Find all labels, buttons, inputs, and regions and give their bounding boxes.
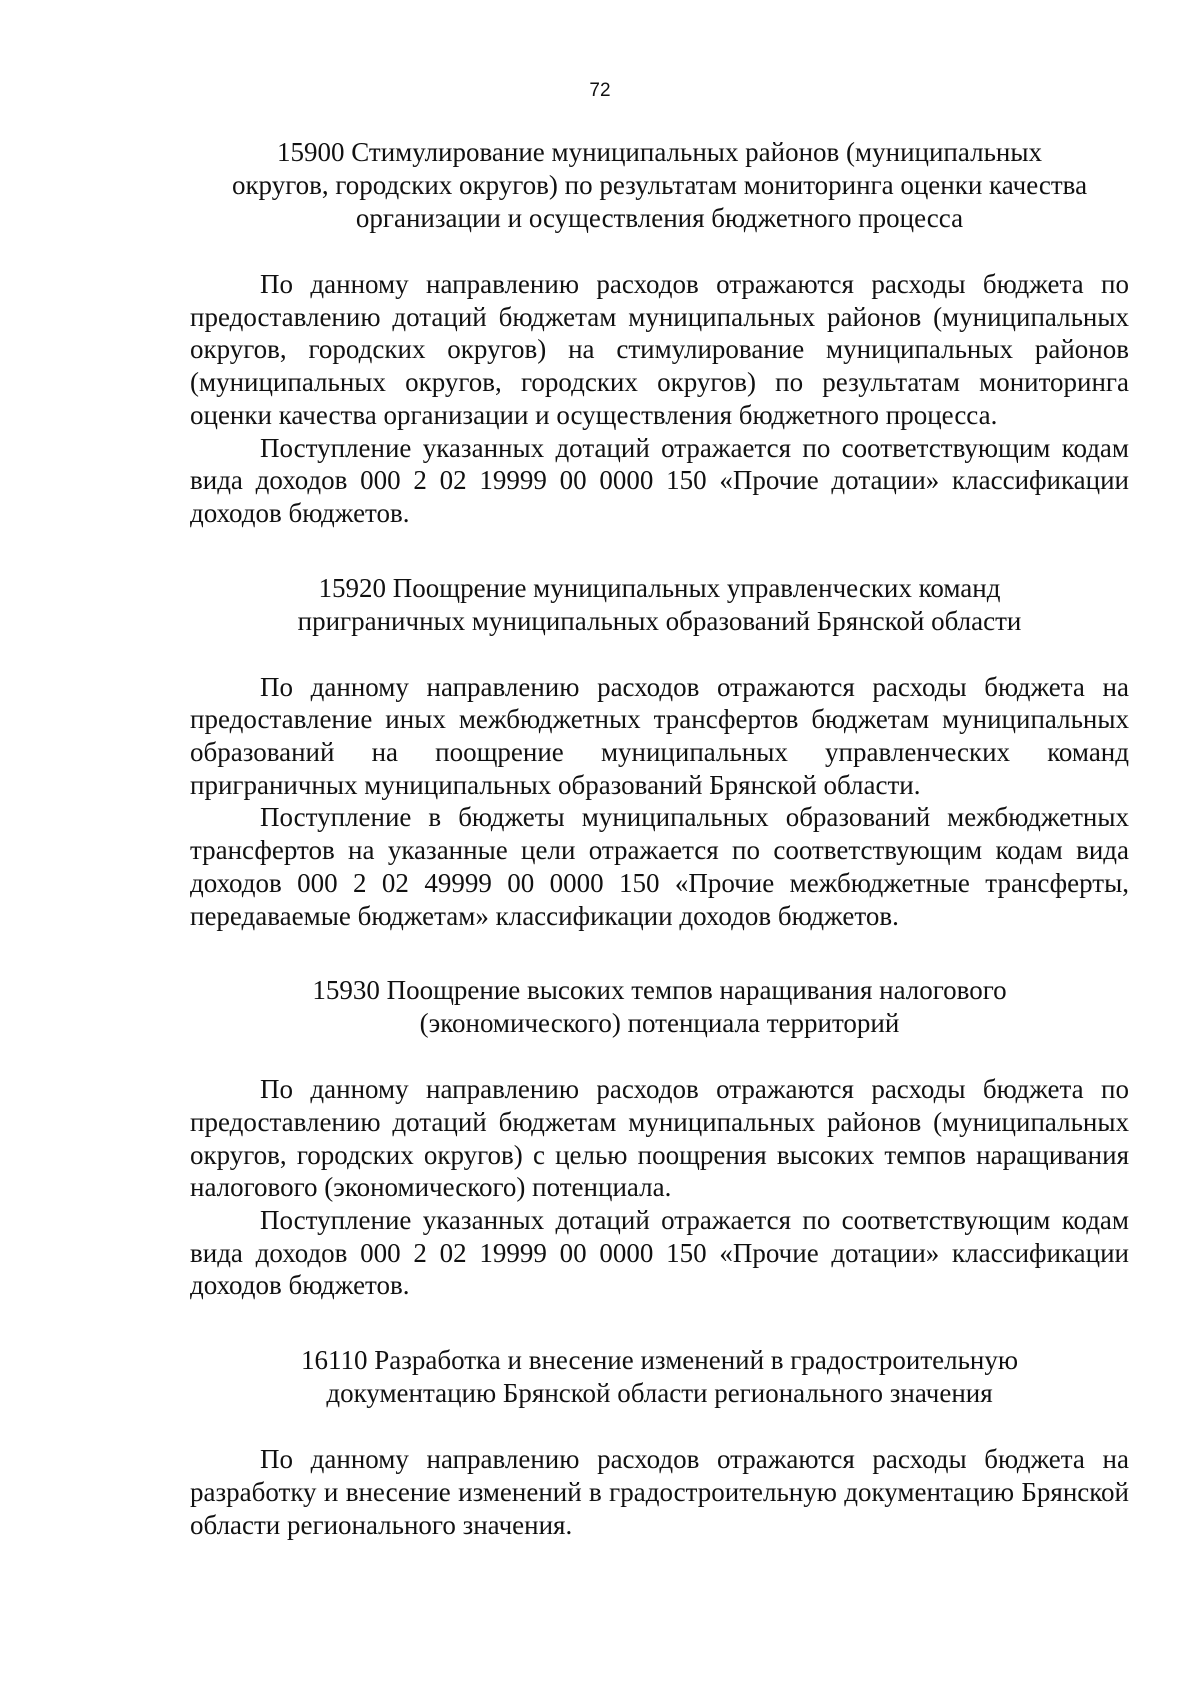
- heading-line: округов, городских округов) по результатам мониторинга оценки качества: [231, 170, 1088, 200]
- heading-line: 16110 Разработка и внесение изменений в градостроительную: [300, 1345, 1019, 1376]
- paragraph: Поступление в бюджеты муниципальных образований межбюджетных трансфертов на указанные цели отражается по соответствующим кодам вида доходов 000 2 02 49999 00 0000 150 «Прочие межбюджетные трансферты, передаваемые бюджетам» классификации доходов бюджетов.: [190, 802, 1129, 931]
- paragraph: По данному направлению расходов отражаются расходы бюджета по предоставлению дотаций бюджетам муниципальных районов (муниципальных округов, городских округов) с целью поощрения высоких темпов наращивания налогового (экономического) потенциала.: [190, 1074, 1129, 1203]
- page-number: 72: [589, 80, 611, 101]
- paragraph: Поступление указанных дотаций отражается по соответствующим кодам вида доходов 000 2 02 19999 00 0000 150 «Прочие дотации» классификации доходов бюджетов.: [190, 1205, 1129, 1301]
- heading-line: приграничных муниципальных образований Брянской области: [297, 605, 1022, 636]
- heading-line: организации и осуществления бюджетного процесса: [355, 203, 964, 233]
- section-15930: [190, 974, 1129, 1302]
- heading-line: 15920 Поощрение муниципальных управленческих команд: [318, 572, 1001, 603]
- paragraph: По данному направлению расходов отражаются расходы бюджета на разработку и внесение изменений в градостроительную документацию Брянской области регионального значения.: [190, 1444, 1129, 1540]
- document-body: [190, 136, 1129, 1541]
- section-heading: [190, 572, 1129, 638]
- heading-line: 15900 Стимулирование муниципальных районов (муниципальных: [277, 137, 1042, 167]
- paragraph: По данному направлению расходов отражаются расходы бюджета на предоставление иных межбюджетных трансфертов бюджетам муниципальных образований на поощрение муниципальных управленческих команд приграничных муниципальных образований Брянской области.: [190, 671, 1129, 800]
- section-15920: [190, 572, 1129, 933]
- paragraph: Поступление указанных дотаций отражается по соответствующим кодам вида доходов 000 2 02 19999 00 0000 150 «Прочие дотации» классификации доходов бюджетов.: [190, 432, 1129, 528]
- section-heading: [190, 1344, 1129, 1410]
- heading-line: документацию Брянской области регионального значения: [326, 1378, 993, 1409]
- paragraph: По данному направлению расходов отражаются расходы бюджета по предоставлению дотаций бюджетам муниципальных районов (муниципальных округов, городских округов) на стимулирование муниципальных районов (муниципальных округов, городских округов) по результатам мониторинга оценки качества организации и осуществления бюджетного процесса.: [190, 269, 1129, 430]
- heading-line: (экономического) потенциала территорий: [419, 1008, 900, 1039]
- section-heading: [190, 974, 1129, 1040]
- section-15900: [190, 136, 1129, 530]
- section-16110: [190, 1344, 1129, 1541]
- heading-line: 15930 Поощрение высоких темпов наращивания налогового: [312, 975, 1007, 1006]
- section-heading: [190, 136, 1129, 235]
